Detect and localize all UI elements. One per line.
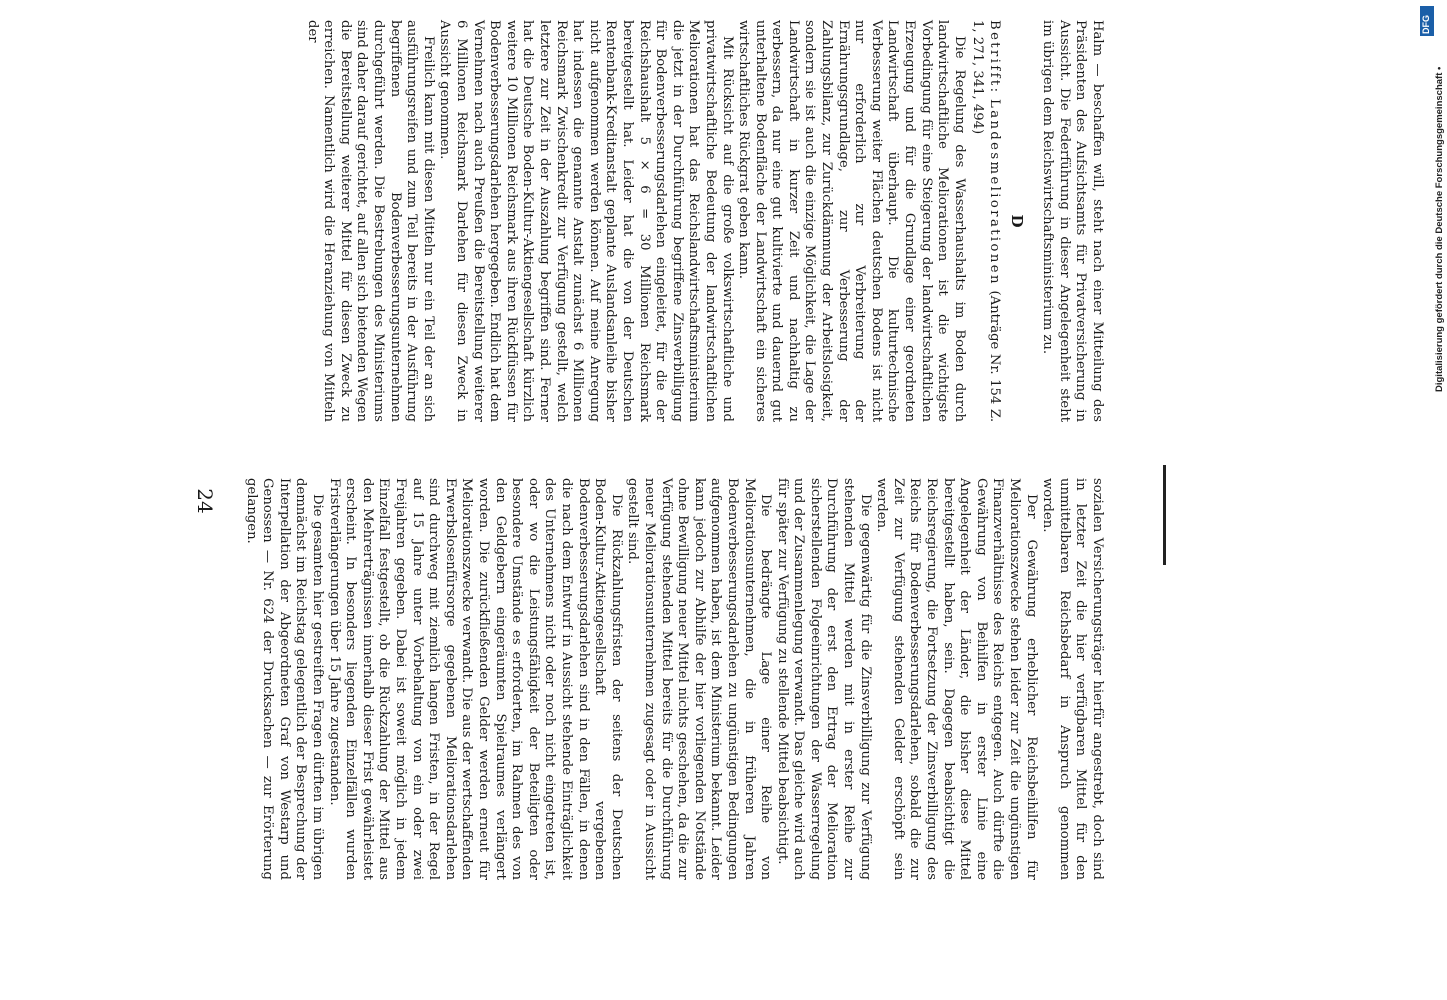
subject-line xyxy=(969,20,1002,422)
paragraph: Der Gewährung erheblicher Reichsbeihilfen für Meliorationszwecke stehen leider zur Zeit die ungünstigen Finanzverhältnisse des Reichs entgegen. Auch dürfte die Gewährung von Beihilfen in erster Linie eine Angelegenheit der Länder, die bisher diese Mittel bereitgestellt haben, sein. Dagegen beabsichtigt die Reichsregierung, die Fortsetzung der Zinsverbilligung des Reichs für Bodenverbesserungsdarlehen, sobald die zur Zeit zur Verfügung stehenden Gelder erschöpft sein werden. xyxy=(874,478,1039,880)
paragraph: Die Rückzahlungsfristen der seitens der Deutschen Boden-Kultur-Aktiengesellschaft vergebenen Bodenverbesserungsdarlehen sind in den Fällen, in denen die nach dem Entwurf in Aussicht stehende Einträglichkeit des Unternehmens nicht oder noch nicht eingetreten ist, oder wo die Leistungsfähigkeit der Beteiligten oder besondere Umstände es erforderten, im Rahmen des von den Geldgebern eingeräumten Spielraumes verlängert worden. Die zurückfließenden Gelder werden erneut für Meliorationszwecke verwandt. Die aus der wertschaffenden Erwerbslosenfürsorge gegebenen Meliorationsdarlehen sind durchweg mit ziemlich langen Fristen, in der Regel auf 15 Jahre unter Vorbehaltung von ein oder zwei Freijahren gegeben. Dabei ist soweit möglich in jedem Einzelfall festgestellt, ob die Rückzahlung der Mittel aus den Mehrerträgnissen innerhalb dieser Frist gewährleistet erscheint. In besonders liegenden Einzelfällen wurden Fristverlängerungen über 15 Jahre zugestanden. xyxy=(326,478,624,880)
subject-word: Landesmeliorationen xyxy=(987,99,1003,286)
subject-rest: (Anträge Nr. 154 Z. 1, 271, 341, 494) xyxy=(970,20,1003,423)
rotated-text-frame xyxy=(120,0,1120,900)
dfg-logo-text: DFG xyxy=(1421,15,1431,34)
paragraph: sozialen Versicherungsträger hierfür angestrebt, doch sind in letzter Zeit die hier verfügbaren Mittel für den unmittelbaren Reichsbedarf in Anspruch genommen worden. xyxy=(1040,478,1105,880)
paragraph: Freilich kann mit diesen Mitteln nur ein Teil der an sich ausführungsreifen und zum Teil bereits in der Ausführung begriffenen Bodenverbesserungsunternehmen durchgeführt werden. Die Bestrebungen des Ministeriums sind daher darauf gerichtet, auf allen sich bietenden Wegen die Bereitstellung weiterer Mittel für diesen Zweck zu erreichen. Namentlich wird die Heranziehung von Mitteln der xyxy=(304,20,436,422)
paragraph: Mit Rücksicht auf die große volkswirtschaftliche und privatwirtschaftliche Bedeutung der landwirtschaftlichen Meliorationen hat das Reichslandwirtschaftsministerium die jetzt in der Durchführung begriffene Zinsverbilligung für Bodenverbesserungsdarlehen eingeleitet, für die der Reichshaushalt 5 × 6 = 30 Millionen Reichsmark bereitgestellt hat. Leider hat die von der Deutschen Rentenbank-Kreditanstalt geplante Auslandsanleihe bisher nicht aufgenommen werden können. Auf meine Anregung hat indessen die genannte Anstalt zunächst 6 Millionen Reichsmark Zwischenkredit zur Verfügung gestellt, welch letztere zur Zeit in der Auszahlung begriffen sind. Ferner hat die Deutsche Boden-Kultur-Aktiengesellschaft kürzlich weitere 10 Millionen Reichsmark aus ihren Rückflüssen für Bodenverbesserungsdarlehen hergegeben. Endlich hat dem Vernehmen nach auch Preußen die Bereitstellung weiterer 6 Millionen Reichsmark Darlehen für diesen Zweck in Aussicht genommen. xyxy=(437,20,735,422)
page-number: 24 xyxy=(193,488,217,514)
paragraph: Die Regelung des Wasserhaushalts im Boden durch landwirtschaftliche Meliorationen ist die wichtigste Vorbedingung für eine Steigerung der landwirtschaftlichen Erzeugung und für die Grundlage einer geordneten Landwirtschaft überhaupt. Die kulturtechnische Verbesserung weiter Flächen deutschen Bodens ist nicht nur erforderlich zur Verbreiterung der Ernährungsgrundlage, zur Verbesserung der Zahlungsbilanz, zur Zurückdämmung der Arbeitslosigkeit, sondern sie ist auch die einzige Möglichkeit, die Lage der Landwirtschaft in kurzer Zeit und nachhaltig zu verbessern, da nur eine gut kultivierte und dauernd gut unterhaltene Bodenfläche der Landwirtschaft ein sicheres wirtschaftliches Rückgrat geben kann. xyxy=(736,20,967,422)
digitization-sidebar xyxy=(1400,0,1445,1000)
dfg-logo-icon xyxy=(1420,6,1434,36)
paragraph: Die gegenwärtig für die Zinsverbilligung zur Verfügung stehenden Mittel werden mit in erster Reihe zur Durchführung der erst den Ertrag der Melioration sicherstellenden Folgeeinrichtungen der Wasserregelung und der Zusammenlegung verwandt. Das gleiche wird auch für später zur Verfügung zu stellende Mittel beabsichtigt. xyxy=(774,478,873,880)
page-content xyxy=(120,0,1120,900)
paragraph: Halm — beschaffen will, steht nach einer Mitteilung des Präsidenten des Aufsichtsamts für Privatversicherung in Aussicht. Die Federführung in dieser Angelegenheit steht im übrigen dem Reichswirtschaftsministerium zu. xyxy=(1040,20,1105,422)
subject-prefix: Betrifft: xyxy=(987,20,1003,95)
section-letter: D xyxy=(1007,214,1026,228)
section-divider-line xyxy=(1163,465,1166,565)
paragraph: Die bedrängte Lage einer Reihe von Meliorationsunternehmen, die in früheren Jahren Bodenverbesserungsdarlehen zu ungünstigen Bedingungen aufgenommen haben, ist dem Ministerium bekannt. Leider kann jedoch zur Abhilfe der hier vorliegenden Notstände ohne Bewilligung neuer Mittel nichts geschehen, da die zur Verfügung stehenden Mittel bereits für die Durchführung neuer Meliorationsunternehmen zugesagt oder in Aussicht gestellt sind. xyxy=(625,478,774,880)
right-column xyxy=(230,478,1105,880)
left-column xyxy=(230,20,1105,422)
funding-credit: Digitalisierung gefördert durch die Deutsche Forschungsgemeinschaft • xyxy=(1434,66,1445,392)
paragraph: Die gesamten hier gestreiften Fragen dürften im übrigen demnächst im Reichstag gelegentlich der Besprechung der Interpellation der Abgeordneten Graf von Westarp und Genossen — Nr. 624 der Drucksachen — zur Erörterung gelangen. xyxy=(243,478,326,880)
